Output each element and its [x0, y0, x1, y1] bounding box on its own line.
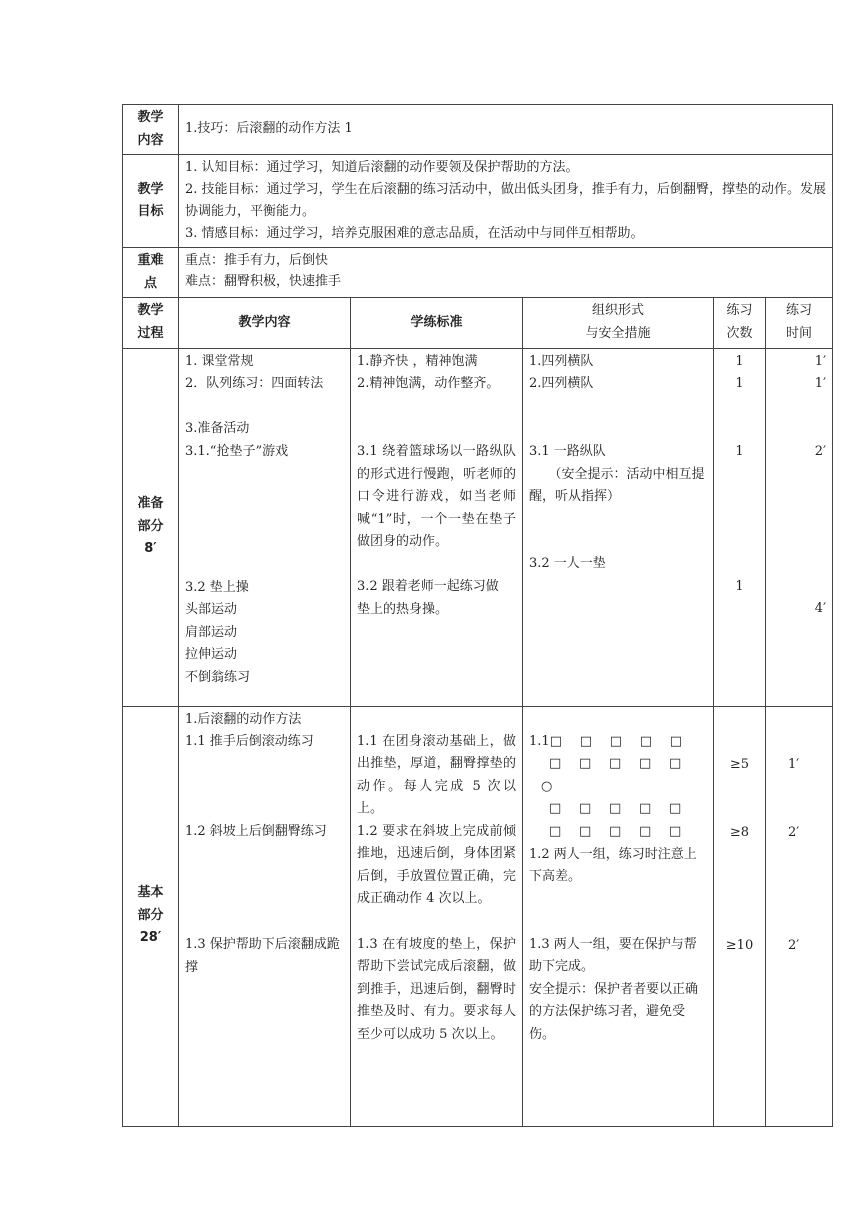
teaching-goals-list	[179, 155, 833, 248]
label-basic: 基本 部分 28′	[123, 706, 179, 1126]
mat-square-icon: □	[579, 756, 592, 772]
mat-square-icon: □	[609, 756, 622, 772]
lesson-plan-table	[122, 104, 833, 1127]
formation-diagram: 1.1□ □ □ □ □ □ □ □ □ □ ○ □ □ □ □ □ □ □ □ □ □	[529, 731, 707, 844]
teaching-content-value: 1.技巧：后滚翻的动作方法 1	[179, 105, 833, 155]
basic-organization: 1.1□ □ □ □ □ □ □ □ □ □ ○ □ □ □ □ □ □ □ □ □ □ 1.2 两人一组，练习时注意上下高差。 1.3 两人一组，要在保护与帮助下完成。 安全提示：保护者者要以正确的方法保护练习者，避免受伤。	[523, 706, 714, 1126]
key-points-list	[179, 248, 833, 298]
basic-content: 1.后滚翻的动作方法 1.1 推手后倒滚动练习 1.2 斜坡上后倒翻臀练习 1.3 保护帮助下后滚翻成跪撑	[179, 706, 351, 1126]
col-header-content: 教学内容	[179, 298, 351, 348]
mat-square-icon: □	[549, 733, 562, 749]
row-key-points	[123, 248, 833, 298]
col-header-count: 练习 次数	[714, 298, 766, 348]
col-header-standard: 学练标准	[351, 298, 523, 348]
prep-standard: 1.静齐快 ，精神饱满 2.精神饱满，动作整齐。 3.1 绕着篮球场以一路纵队的形式进行慢跑，听老师的口令进行游戏，如当老师喊“1”时，一个一垫在垫子做团身的动作。 3.2 跟着老师一起练习做 垫上的热身操。	[351, 348, 523, 706]
mat-square-icon: □	[579, 823, 592, 839]
row-teaching-content	[123, 105, 833, 155]
mat-square-icon: □	[609, 823, 622, 839]
col-header-organization: 组织形式 与安全措施	[523, 298, 714, 348]
difficult-point: 难点：翻臀积极，快速推手	[185, 274, 342, 290]
basic-standard: 1.1 在团身滚动基础上，做出推垫，厚道，翻臀撑垫的动作。每人完成 5 次以上。 1.2 要求在斜坡上完成前倾推地，迅速后倒，身体团紧后倒，手放置位置正确，完成正确动作 4 次以上。 1.3 在有坡度的垫上，保护帮助下尝试完成后滚翻，做到推手，迅速后倒，翻臀时推垫及时、有力。要求每人至少可以成功 5 次以上。	[351, 706, 523, 1126]
mat-square-icon: □	[669, 756, 682, 772]
mat-square-icon: □	[639, 756, 652, 772]
mat-square-icon: □	[549, 801, 562, 817]
key-point: 重点：推手有力，后倒快	[185, 253, 329, 269]
mat-square-icon: □	[669, 733, 682, 749]
label-key-points: 重难 点	[123, 248, 179, 298]
teacher-circle-icon: ○	[541, 778, 553, 794]
prep-count: 1 1 1 1	[714, 348, 766, 706]
prep-time: 1′ 1′ 2′ 4′	[766, 348, 833, 706]
basic-time: 1′ 2′ 2′	[766, 706, 833, 1126]
col-header-time: 练习 时间	[766, 298, 833, 348]
mat-square-icon: □	[549, 823, 562, 839]
row-preparation	[123, 348, 833, 706]
label-preparation: 准备 部分 8′	[123, 348, 179, 706]
label-teaching-process: 教学 过程	[123, 298, 179, 348]
mat-square-icon: □	[579, 801, 592, 817]
row-basic	[123, 706, 833, 1126]
label-teaching-goals: 教学 目标	[123, 155, 179, 248]
goal-cognitive: 1. 认知目标：通过学习，知道后滚翻的动作要领及保护帮助的方法。	[185, 160, 579, 176]
mat-square-icon: □	[549, 756, 562, 772]
basic-count: ≥5 ≥8 ≥10	[714, 706, 766, 1126]
row-teaching-goals	[123, 155, 833, 248]
mat-square-icon: □	[609, 733, 622, 749]
mat-square-icon: □	[579, 733, 592, 749]
mat-square-icon: □	[669, 823, 682, 839]
label-teaching-content: 教学 内容	[123, 105, 179, 155]
goal-skill: 2. 技能目标：通过学习，学生在后滚翻的练习活动中，做出低头团身，推手有力，后倒翻臀，撑垫的动作。发展协调能力，平衡能力。	[185, 182, 827, 220]
prep-organization: 1.四列横队 2.四列横队 3.1 一路纵队 （安全提示：活动中相互提醒，听从指挥） 3.2 一人一垫	[523, 348, 714, 706]
mat-square-icon: □	[639, 733, 652, 749]
goal-emotional: 3. 情感目标：通过学习，培养克服困难的意志品质，在活动中与同伴互相帮助。	[185, 226, 644, 242]
prep-content: 1. 课堂常规 2．队列练习：四面转法 3.准备活动 3.1.“抢垫子”游戏 3.2 垫上操 头部运动 肩部运动 拉伸运动 不倒翁练习	[179, 348, 351, 706]
row-process-header	[123, 298, 833, 348]
mat-square-icon: □	[639, 823, 652, 839]
mat-square-icon: □	[609, 801, 622, 817]
mat-square-icon: □	[669, 801, 682, 817]
mat-square-icon: □	[639, 801, 652, 817]
